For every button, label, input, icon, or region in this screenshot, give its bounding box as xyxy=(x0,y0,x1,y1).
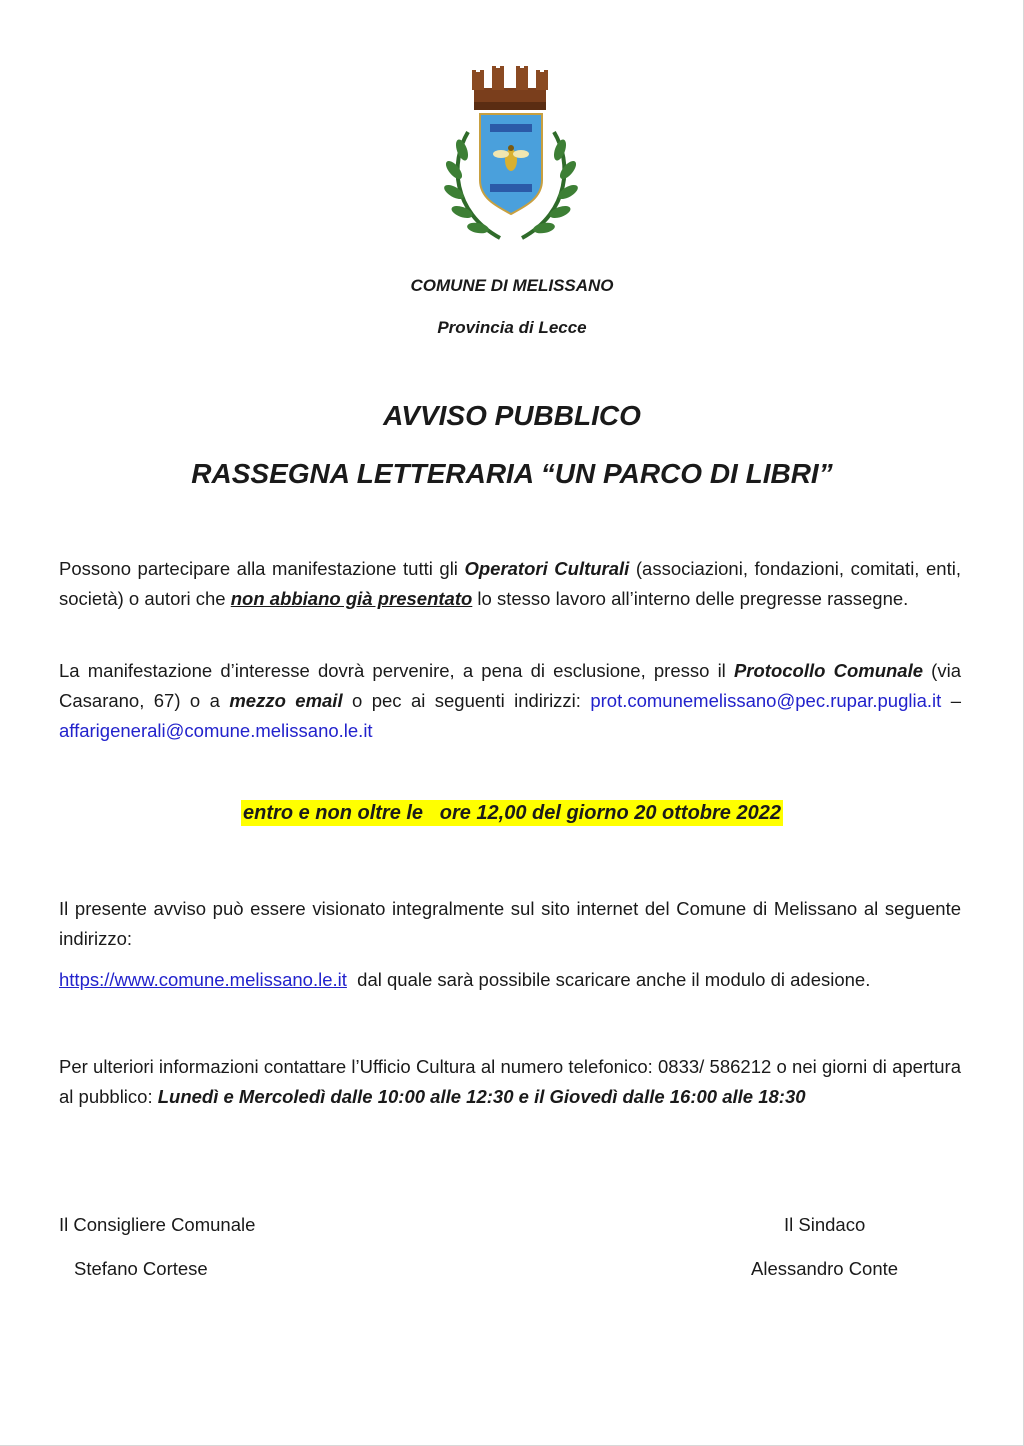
participants-paragraph xyxy=(59,554,961,614)
text: dal quale sarà possibile scaricare anche il modulo di adesione. xyxy=(346,969,871,990)
coat-of-arms-icon xyxy=(440,62,582,248)
emphasis-operators: Operatori Culturali xyxy=(464,558,630,579)
text: o pec ai seguenti indirizzi: xyxy=(342,690,591,711)
notice-subtitle: RASSEGNA LETTERARIA “UN PARCO DI LIBRI” xyxy=(191,458,833,489)
text: lo stesso lavoro all’interno delle pregresse rassegne. xyxy=(472,588,909,609)
text: Per ulteriori informazioni contattare l’Ufficio Cultura al numero telefonico: 0833/ 586212 o nei giorni di apertura al pubblico: xyxy=(59,1056,961,1107)
text: (via Casarano, 67) o a xyxy=(59,660,961,711)
opening-hours: Lunedì e Mercoledì dalle 10:00 alle 12:30 e il Giovedì dalle 16:00 alle 18:30 xyxy=(157,1086,806,1107)
emphasis-email: mezzo email xyxy=(229,690,343,711)
emphasis-not-presented: non abbiano già presentato xyxy=(230,588,473,609)
website-link[interactable]: https://www.comune.melissano.le.it xyxy=(59,969,347,990)
website-link-paragraph xyxy=(59,965,961,995)
text: Possono partecipare alla manifestazione tutti gli xyxy=(59,558,465,579)
notice-title: AVVISO PUBBLICO xyxy=(383,400,641,431)
province-name: Provincia di Lecce xyxy=(437,318,587,337)
deadline-text: entro e non oltre le ore 12,00 del giorno 20 ottobre 2022 xyxy=(243,802,781,824)
text: La manifestazione d’interesse dovrà pervenire, a pena di esclusione, presso il xyxy=(59,660,734,681)
info-paragraph xyxy=(59,1052,961,1112)
pec-email-link[interactable]: prot.comunemelissano@pec.rupar.puglia.it xyxy=(590,690,942,711)
municipality-name: COMUNE DI MELISSANO xyxy=(410,276,614,295)
signature-left-role: Il Consigliere Comunale xyxy=(59,1214,256,1235)
text: (associazioni, fondazioni, comitati, enti, società) o autori che xyxy=(59,558,961,609)
separator: – xyxy=(941,690,961,711)
general-email-link[interactable]: affarigenerali@comune.melissano.le.it xyxy=(59,720,373,741)
signature-right-role: Il Sindaco xyxy=(784,1214,866,1235)
submission-paragraph xyxy=(59,656,961,746)
website-paragraph: Il presente avviso può essere visionato integralmente sul sito internet del Comune di Melissano al seguente indirizzo: xyxy=(59,898,961,949)
deadline-block xyxy=(0,802,1024,825)
signature-right-name: Alessandro Conte xyxy=(751,1258,899,1279)
emphasis-protocol: Protocollo Comunale xyxy=(733,660,924,681)
signature-left-name: Stefano Cortese xyxy=(74,1258,208,1279)
